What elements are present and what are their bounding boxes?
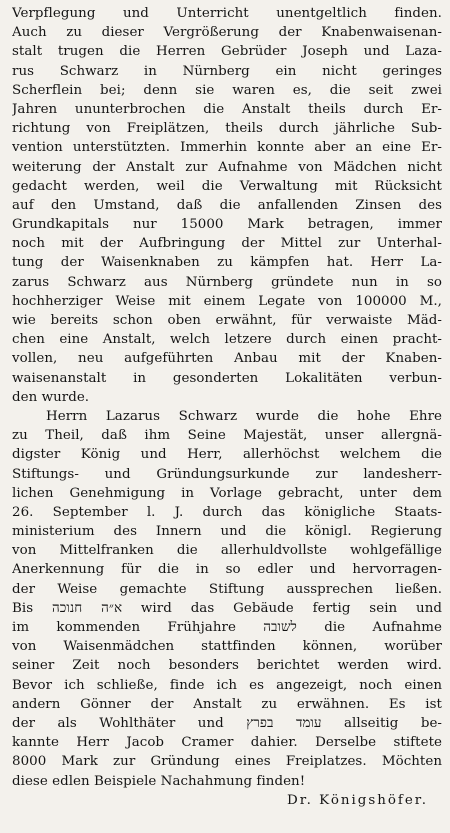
text-line: andern Gönner der Anstalt zu erwähnen. Es ist — [12, 696, 442, 712]
text-line: chen eine Anstalt, welch letzere durch einen pracht- — [12, 332, 442, 348]
text-line: noch mit der Aufbringung der Mittel zur Unterhal- — [12, 236, 442, 252]
text-line: im kommenden Frühjahre לשובה die Aufnahme — [12, 620, 442, 635]
text-line: seiner Zeit noch besonders berichtet werden wird. — [12, 658, 442, 674]
text-line: wie bereits schon oben erwähnt, für verwaiste Mäd- — [12, 313, 442, 328]
paragraph-orphanage-expansion — [12, 4, 442, 407]
text-line: vollen, neu aufgeführten Anbau mit der Knaben- — [12, 351, 442, 367]
text-line: Jahren ununterbrochen die Anstalt theils durch Er- — [12, 101, 442, 117]
paragraph-royal-recognition — [12, 407, 442, 791]
text-line: Herrn Lazarus Schwarz wurde die hohe Ehre — [46, 408, 442, 424]
text-line: tung der Waisenknaben zu kämpfen hat. Herr La- — [12, 255, 442, 271]
text-line: Bevor ich schließe, finde ich es angezeigt, noch einen — [12, 677, 442, 693]
text-line: von Mittelfranken die allerhuldvollste wohlgefällige — [12, 543, 442, 559]
text-line: ministerium des Innern und die königl. Regierung — [12, 524, 442, 540]
text-line: hochherziger Weise mit einem Legate von 100000 M., — [12, 293, 442, 309]
text-line: weiterung der Anstalt zur Aufnahme von Mädchen nicht — [12, 159, 442, 175]
text-line: waisenanstalt in gesonderten Lokalitäten verbun- — [12, 370, 442, 386]
text-line: zarus Schwarz aus Nürnberg gründete nun in so — [12, 274, 442, 290]
text-line: Bis א״ה חנוכה wird das Gebäude fertig sein und — [12, 600, 442, 616]
text-line: stalt trugen die Herren Gebrüder Joseph und Laza- — [12, 44, 442, 60]
text-line: den wurde. — [12, 389, 90, 405]
text-line: Verpflegung und Unterricht unentgeltlich finden. — [12, 6, 442, 21]
text-line: 26. September l. J. durch das königliche Staats- — [12, 504, 442, 520]
text-line: kannte Herr Jacob Cramer dahier. Derselbe stiftete — [12, 735, 442, 751]
text-line: rus Schwarz in Nürnberg ein nicht geringes — [12, 63, 442, 79]
text-line: 8000 Mark zur Gründung eines Freiplatzes. Möchten — [12, 754, 442, 770]
text-line: Grundkapitals nur 15000 Mark betragen, immer — [12, 217, 442, 233]
text-line: auf den Umstand, daß die anfallenden Zinsen des — [12, 197, 442, 213]
text-line: Auch zu dieser Vergrößerung der Knabenwaisenan- — [12, 25, 442, 41]
text-line: zu Theil, daß ihm Seine Majestät, unser allergnä- — [12, 428, 442, 444]
text-line: Anerkennung für die in so edler und hervorragen- — [12, 562, 442, 578]
text-line: gedacht werden, weil die Verwaltung mit Rücksicht — [12, 178, 442, 194]
text-line: lichen Genehmigung in Vorlage gebracht, unter dem — [12, 485, 442, 501]
text-line: der Weise gemachte Stiftung aussprechen ließen. — [12, 581, 442, 597]
text-line: Stiftungs- und Gründungsurkunde zur landesherr- — [12, 466, 442, 482]
author-signature: Dr. Königshöfer. — [287, 792, 428, 808]
text-line: richtung von Freiplätzen, theils durch jährliche Sub- — [12, 121, 442, 137]
text-line: digster König und Herr, allerhöchst welchem die — [12, 447, 442, 463]
text-line: von Waisenmädchen stattfinden können, worüber — [12, 639, 442, 655]
text-line: Scherflein bei; denn sie waren es, die seit zwei — [12, 82, 442, 98]
text-line: diese edlen Beispiele Nachahmung finden! — [12, 773, 306, 789]
text-line: der als Wohlthäter und עומד בפרץ allseitig be- — [12, 715, 442, 731]
text-line: vention unterstützten. Immerhin konnte aber an eine Er- — [12, 140, 442, 156]
